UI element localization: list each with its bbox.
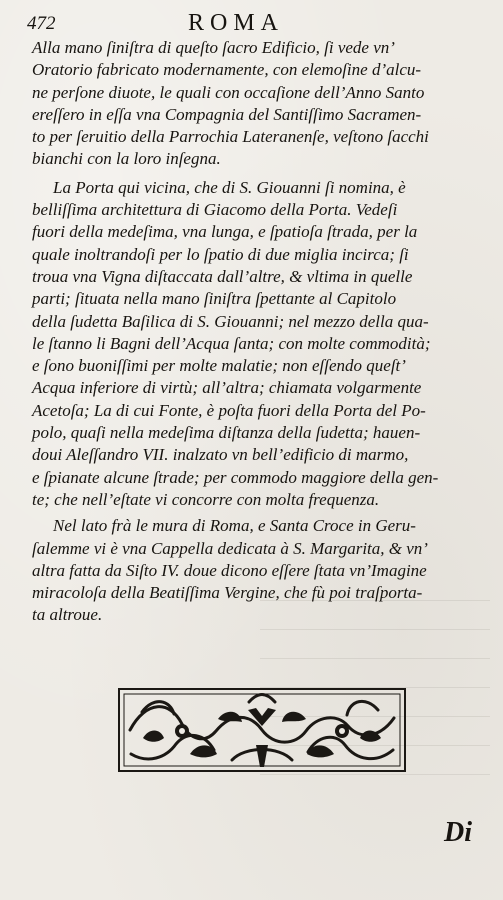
text-line: belliſſima architettura di Giacomo della Porta. Vedeſi [32, 200, 398, 220]
body-text [32, 37, 493, 627]
text-line: te; che nell’eſtate vi concorre con molta frequenza. [32, 489, 380, 509]
text-line: polo, quaſi nella medeſima diſtanza della ſudetta; hauen- [32, 423, 421, 443]
text-line: La Porta qui vicina, che di S. Giouanni ſi nomina, è [53, 177, 406, 197]
text-line: quale inoltrandoſi per lo ſpatio di due miglia incirca; ſi [32, 244, 409, 264]
text-line: bianchi con la loro inſegna. [32, 149, 221, 169]
text-line: troua vna Vigna diſtaccata dall’altre, & vltima in quelle [32, 266, 413, 286]
catchword: Di [444, 817, 472, 848]
text-line: Acetoſa; La di cui Fonte, è poſta fuori della Porta del Po- [32, 400, 426, 420]
text-line: le ſtanno li Bagni dell’Acqua ſanta; con molte commodità; [32, 333, 431, 353]
text-line: e ſpianate alcune ſtrade; per commodo maggiore della gen- [32, 467, 439, 487]
text-line: fuori della medeſima, vna lunga, e ſpatioſa ſtrada, per la [32, 222, 418, 242]
text-line: miracoloſa della Beatiſſima Vergine, che fù poi traſporta- [32, 583, 423, 603]
running-head: ROMA [188, 10, 285, 36]
text-line: della ſudetta Baſilica di S. Giouanni; nel mezzo della qua- [32, 311, 429, 331]
text-line: ta altroue. [32, 605, 103, 625]
text-line: Alla mano ſiniſtra di queſto ſacro Edificio, ſi vede vn’ [32, 38, 395, 57]
text-line: parti; ſituata nella mano ſiniſtra ſpettante al Capitolo [32, 289, 397, 309]
text-line: ſalemme vi è vna Cappella dedicata à S. Margarita, & vn’ [32, 538, 428, 558]
paragraph-porta-san-giovanni [32, 177, 493, 511]
text-line: Acqua inferiore di virtù; all’altra; chiamata volgarmente [32, 378, 422, 398]
foliate-headpiece-ornament-icon [118, 688, 406, 772]
paragraph-cappella [32, 515, 493, 626]
text-line: Nel lato frà le mura di Roma, e Santa Croce in Geru- [53, 516, 416, 536]
page-header [27, 10, 487, 40]
paragraph-oratorio [32, 37, 493, 171]
text-line: e ſono buoniſſimi per molte malatie; non eſſendo queſt’ [32, 356, 406, 376]
text-line: ne perſone diuote, le quali con occaſione dell’Anno Santo [32, 82, 425, 102]
text-line: doui Aleſſandro VII. inalzato vn bell’edificio di marmo, [32, 445, 409, 465]
text-line: altra fatta da Siſto IV. doue dicono eſſere ſtata vn’Imagine [32, 560, 427, 580]
text-line: to per ſeruitio della Parrochia Lateranenſe, veſtono ſacchi [32, 127, 429, 147]
text-line: ereſſero in eſſa vna Compagnia del Santiſſimo Sacramen- [32, 104, 422, 124]
page-number: 472 [27, 13, 56, 34]
text-line: Oratorio fabricato modernamente, con elemoſine d’alcu- [32, 60, 422, 80]
